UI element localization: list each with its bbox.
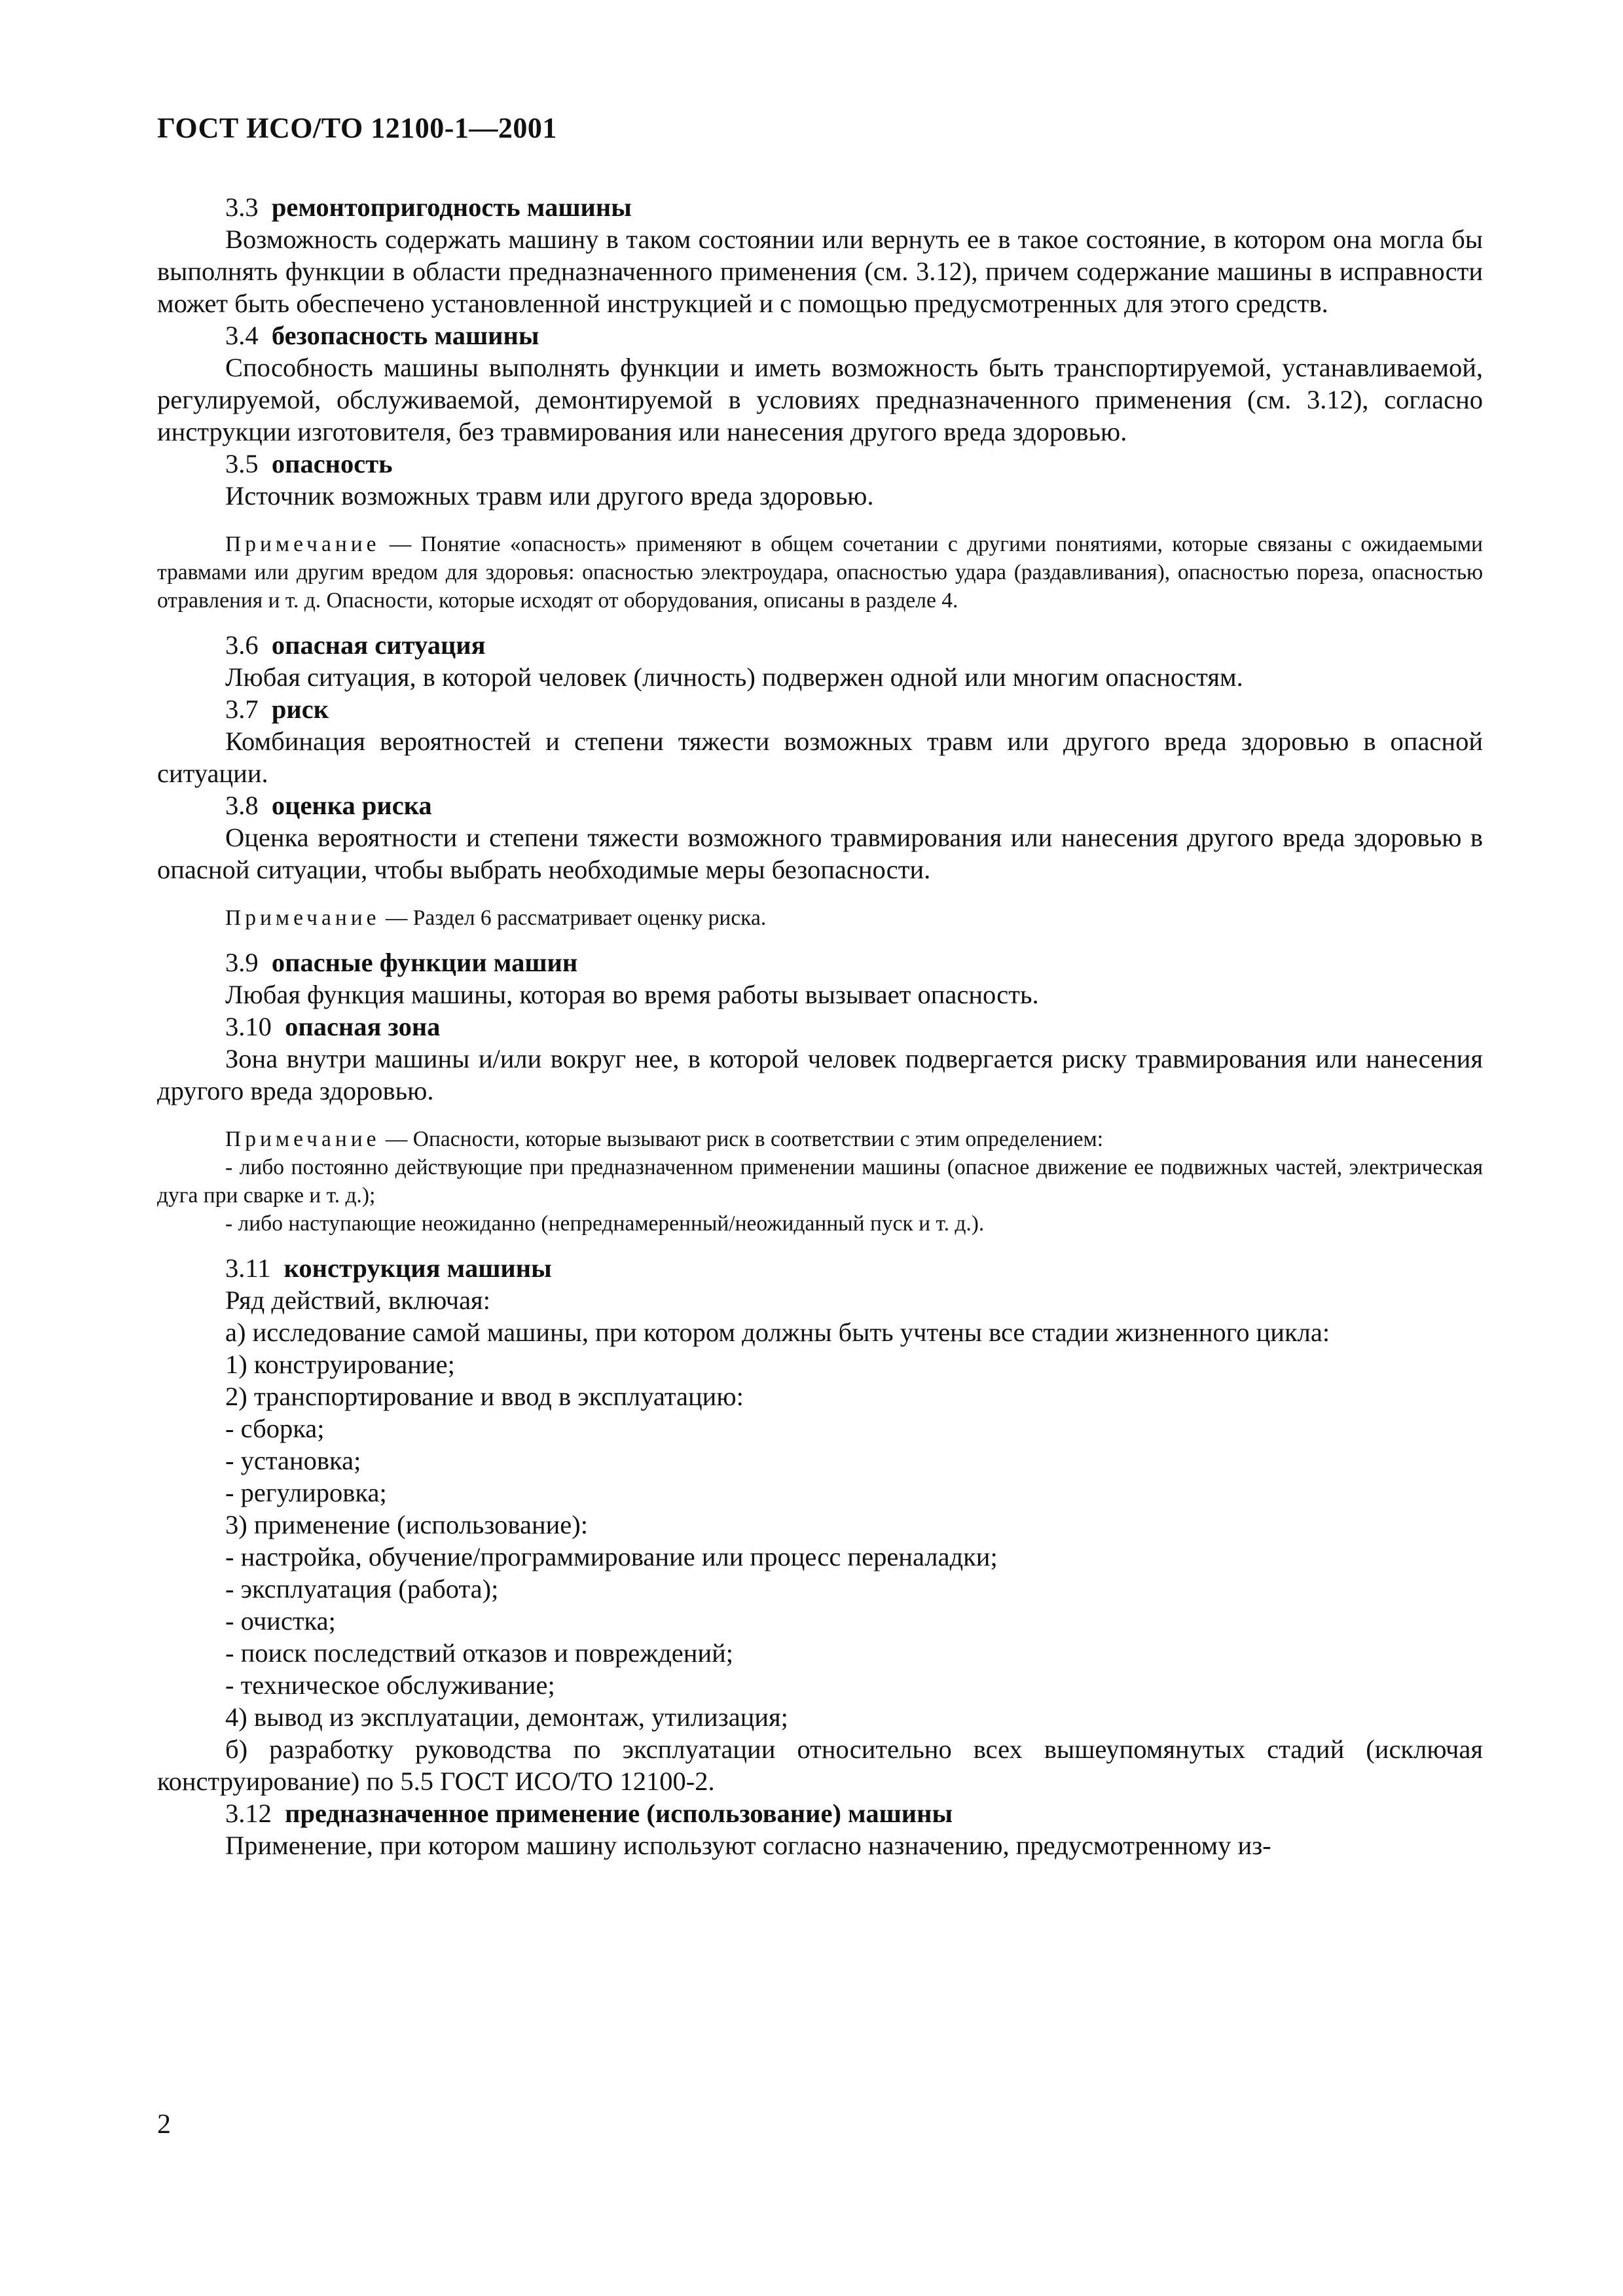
note [157,530,1483,615]
term: конструкция машины [283,1253,552,1283]
term: опасная ситуация [271,630,486,660]
list-line: 1) конструирование; [225,1350,455,1379]
note-label: Примечание [225,1127,380,1151]
note-label: Примечание [225,906,380,930]
definition-text: Комбинация вероятностей и степени тяжести возможных травм или другого вреда здоровью в опасной ситуации. [157,726,1483,788]
definition-text: Источник возможных травм или другого вреда здоровью. [225,481,874,511]
term: опасная зона [285,1012,441,1041]
section-heading: 3.4 безопасность машины [225,321,539,350]
term: опасность [271,449,393,478]
list-line: а) исследование самой машины, при котором должны быть учтены все стадии жизненного цикла: [225,1318,1330,1347]
note-text: — Опасности, которые вызывают риск в соответствии с этим определением: [380,1127,1103,1151]
section-heading: 3.10 опасная зона [225,1012,441,1041]
definition-text: Любая функция машины, которая во время работы вызывает опасность. [225,980,1039,1009]
term: риск [271,694,329,724]
term: ремонтопригодность машины [271,192,632,222]
section-heading: 3.11 конструкция машины [225,1253,552,1283]
section-heading: 3.6 опасная ситуация [225,630,486,660]
note [157,1125,1483,1153]
list-line: Ряд действий, включая: [225,1285,490,1315]
note-item: - либо постоянно действующие при предназначенном применении машины (опасное движение ее подвижных частей, электрическая дуга при сварке и т. д.); [157,1155,1483,1208]
term: безопасность машины [271,321,539,350]
list-line: - очистка; [225,1606,336,1636]
note-text: — Раздел 6 рассматривает оценку риска. [380,906,767,930]
term: оценка риска [271,791,432,820]
definition-text: Любая ситуация, в которой человек (личность) подвержен одной или многим опасностям. [225,662,1243,692]
list-line: б) разработку руководства по эксплуатации относительно всех вышеупомянутых стадий (исключая конструирование) по 5.5 ГОСТ ИСО/ТО 12100-2. [157,1734,1483,1796]
term: предназначенное применение (использование) машины [285,1799,953,1828]
definition-text: Зона внутри машины и/или вокруг нее, в которой человек подвергается риску травмирования или нанесения другого вреда здоровью. [157,1044,1483,1105]
document-header: ГОСТ ИСО/ТО 12100-1—2001 [157,112,557,144]
section-heading: 3.9 опасные функции машин [225,948,578,977]
definition-text: Оценка вероятности и степени тяжести возможного травмирования или нанесения другого вреда здоровью в опасной ситуации, чтобы выбрать необходимые меры безопасности. [157,823,1483,884]
list-line: - сборка; [225,1414,325,1443]
section-heading: 3.5 опасность [225,449,393,478]
list-line: - установка; [225,1446,361,1475]
definition-text: Способность машины выполнять функции и иметь возможность быть транспортируемой, устанавливаемой, регулируемой, обслуживаемой, демонтируемой в условиях предназначенного применения (см. 3.12), согласно инструкции изготовителя, без травмирования или нанесения другого вреда здоровью. [157,353,1483,446]
section-heading: 3.8 оценка риска [225,791,432,820]
page-number: 2 [157,2109,171,2140]
definition-text: Возможность содержать машину в таком состоянии или вернуть ее в такое состояние, в котором она могла бы выполнять функции в области предназначенного применения (см. 3.12), причем содержание машины в исправности может быть обеспечено установленной инструкцией и с помощью предусмотренных для этого средств. [157,224,1483,318]
list-line: - поиск последствий отказов и повреждений; [225,1638,734,1668]
section-heading: 3.12 предназначенное применение (использование) машины [225,1799,953,1828]
list-line: 2) транспортирование и ввод в эксплуатацию: [225,1382,744,1411]
definition-text: Применение, при котором машину используют согласно назначению, предусмотренному из- [225,1831,1271,1860]
list-line: - настройка, обучение/программирование или процесс переналадки; [225,1542,998,1571]
list-line: - техническое обслуживание; [225,1670,555,1700]
list-line: - регулировка; [225,1478,387,1507]
note-text: — Понятие «опасность» применяют в общем сочетании с другими понятиями, которые связаны с ожидаемыми травмами или другим вредом для здоровья: опасностью электроудара, опасностью удара (раздавливания), опасностью пореза, опасностью отравления и т. д. Опасности, которые исходят от оборудования, описаны в разделе 4. [157,532,1483,613]
note [157,904,1483,932]
term: опасные функции машин [271,948,578,977]
section-heading: 3.7 риск [225,694,329,724]
note-item: - либо наступающие неожиданно (непреднамеренный/неожиданный пуск и т. д.). [225,1211,985,1236]
list-line: - эксплуатация (работа); [225,1574,499,1604]
list-line: 3) применение (использование): [225,1510,589,1539]
document-body [157,191,1483,1861]
list-line: 4) вывод из эксплуатации, демонтаж, утилизация; [225,1702,788,1732]
section-heading: 3.3 ремонтопригодность машины [225,192,632,222]
note-label: Примечание [225,532,380,556]
